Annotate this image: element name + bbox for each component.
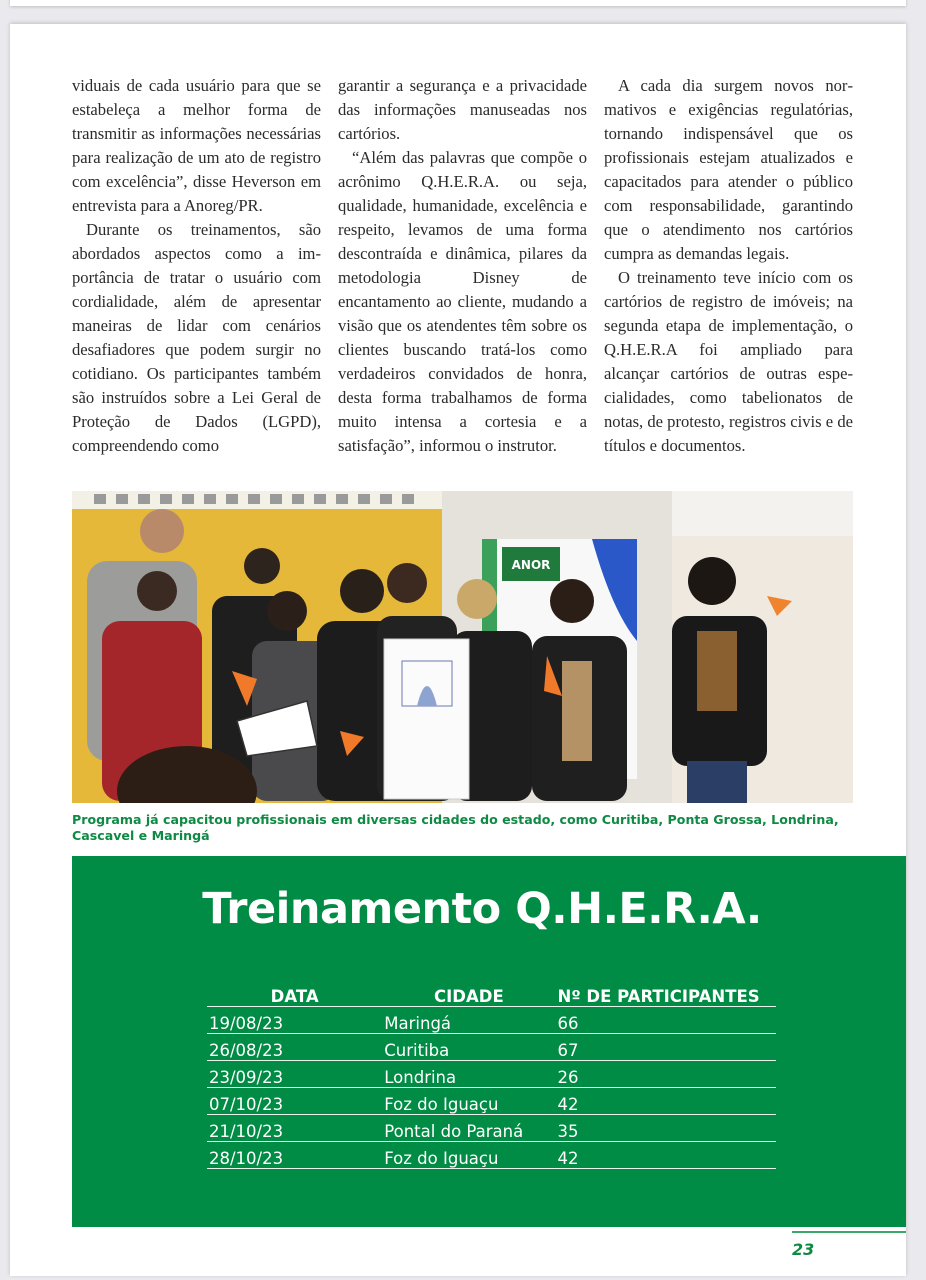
previous-page-edge	[10, 0, 906, 6]
cell-date: 21/10/23	[207, 1115, 382, 1142]
cell-participants: 26	[556, 1061, 776, 1088]
cell-city: Pontal do Paraná	[382, 1115, 555, 1142]
training-group-photo	[72, 491, 853, 803]
page-number: 23	[792, 1240, 815, 1259]
cell-city: Maringá	[382, 1007, 555, 1034]
paragraph: garantir a segurança e a privacidade das informações manuseadas nos cartórios.	[338, 76, 587, 143]
table-row	[207, 1115, 776, 1142]
paragraph: O treinamento teve início com os cartórios de registro de imóveis; na segunda etapa de implementação, o Q.H.E.R.A foi ampliado para alcançar cartórios de outras especialidades, como tabelionatos de notas, de protesto, registros civis e de títulos e documentos.	[604, 268, 853, 455]
banner-logo-text: ANOR	[511, 558, 551, 572]
cell-city: Londrina	[382, 1061, 555, 1088]
magazine-page	[10, 24, 906, 1276]
paragraph: A cada dia surgem novos normativos e exigências regulatórias, tornando indispensável que os profissionais estejam atualizados e capacitados para atender o público com responsabilidade, garantindo que o atendimento nos cartórios cumpra as demandas legais.	[604, 76, 853, 263]
cell-city: Foz do Iguaçu	[382, 1142, 555, 1169]
cell-date: 26/08/23	[207, 1034, 382, 1061]
column-header-city: CIDADE	[382, 984, 555, 1007]
cell-date: 07/10/23	[207, 1088, 382, 1115]
cell-participants: 42	[556, 1088, 776, 1115]
footer-rule	[792, 1231, 906, 1233]
cell-participants: 42	[556, 1142, 776, 1169]
table-row	[207, 1061, 776, 1088]
paragraph: Durante os treinamentos, são abordados aspectos como a importância de tratar o usuário com cordialidade, além de apresentar maneiras de lidar com cenários desafiadores que podem surgir no cotidiano. Os participantes também são instruídos sobre a Lei Geral de Proteção de Dados (LGPD), compreendendo como	[72, 220, 321, 455]
photo-caption: Programa já capacitou profissionais em diversas cidades do estado, como Curitiba, Ponta Grossa, Londrina, Cascavel e Maringá	[72, 812, 839, 843]
photo-illustration	[72, 491, 853, 803]
paragraph: viduais de cada usuário para que se estabeleça a melhor forma de transmitir as informações necessárias para realização de um ato de registro com excelência”, disse Heverson em entrevista para a Anoreg/PR.	[72, 76, 321, 215]
column-header-date: DATA	[207, 984, 382, 1007]
article-column-3	[604, 74, 853, 458]
cell-date: 23/09/23	[207, 1061, 382, 1088]
cell-city: Foz do Iguaçu	[382, 1088, 555, 1115]
table-row	[207, 1007, 776, 1034]
training-summary-panel	[72, 856, 906, 1227]
article-column-1	[72, 74, 321, 458]
table-header-row	[207, 984, 776, 1007]
training-table	[207, 984, 776, 1169]
panel-title: Treinamento Q.H.E.R.A.	[202, 884, 762, 934]
cell-date: 19/08/23	[207, 1007, 382, 1034]
article-column-2	[338, 74, 587, 458]
table-row	[207, 1034, 776, 1061]
paragraph: “Além das palavras que compõe o acrônimo Q.H.E.R.A. ou seja, qualidade, humanidade, excelência e respeito, levamos de uma forma descontraída e dinâmica, pilares da metodologia Disney de encantamento ao cliente, mudando a visão que os atendentes têm sobre os clientes buscando tratá-los como verdadeiros convidados de honra, desta forma trabalhamos de forma muito intensa a cortesia e a satisfação”, informou o instrutor.	[338, 148, 587, 455]
cell-participants: 67	[556, 1034, 776, 1061]
table-row	[207, 1142, 776, 1169]
cell-date: 28/10/23	[207, 1142, 382, 1169]
cell-city: Curitiba	[382, 1034, 555, 1061]
table-row	[207, 1088, 776, 1115]
cell-participants: 35	[556, 1115, 776, 1142]
column-header-participants: Nº DE PARTICIPANTES	[556, 984, 776, 1007]
cell-participants: 66	[556, 1007, 776, 1034]
